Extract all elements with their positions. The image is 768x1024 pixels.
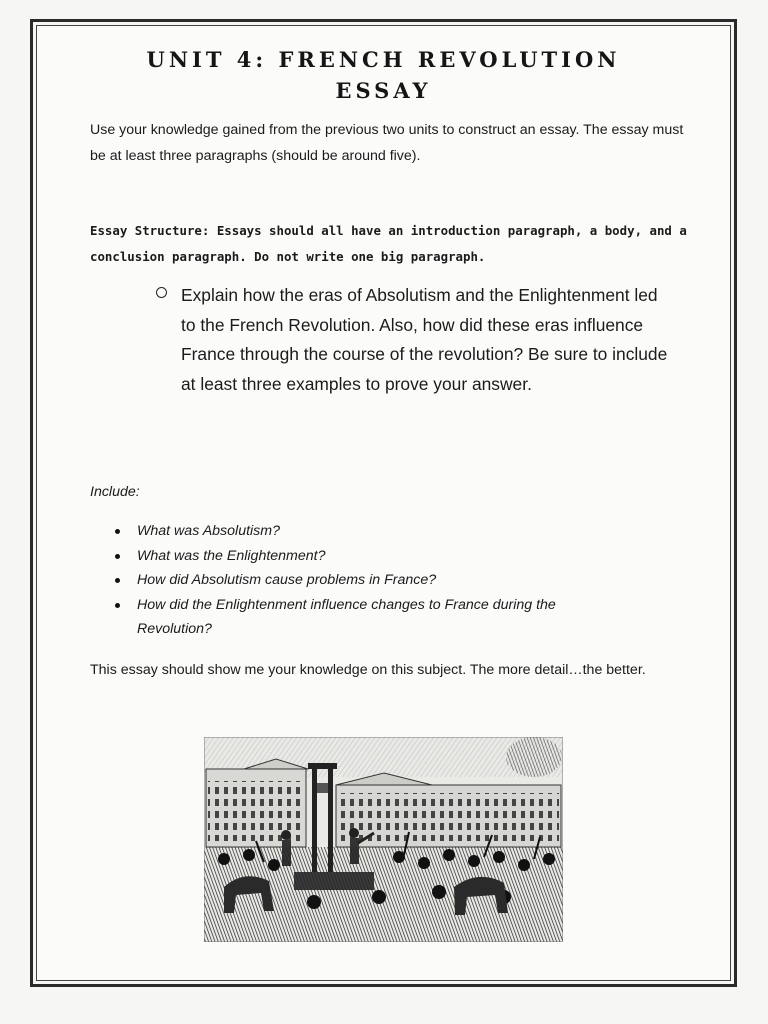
bullet-icon <box>115 578 120 583</box>
essay-prompt-text: Explain how the eras of Absolutism and the Enlightenment led to the French Revolution. Also, how did these eras influence France through the course of the revolution? Be sure to include at least three examples to prove your answer. <box>181 285 668 394</box>
list-item <box>110 568 630 593</box>
list-item <box>110 519 630 544</box>
list-item <box>110 544 630 569</box>
title-line-1: UNIT 4: FRENCH REVOLUTION <box>146 47 621 72</box>
list-item-text: What was Absolutism? <box>137 523 280 539</box>
list-item <box>110 593 630 642</box>
essay-structure-paragraph: Essay Structure: Essays should all have an introduction paragraph, a body, and a conclusion paragraph. Do not write one big paragraph. <box>90 223 687 264</box>
page-title <box>36 44 731 106</box>
include-list <box>110 519 630 642</box>
hollow-bullet-icon <box>156 287 167 298</box>
list-item-text: How did the Enlightenment influence changes to France during the Revolution? <box>137 596 556 637</box>
essay-prompt <box>156 281 676 399</box>
list-item-text: How did Absolutism cause problems in France? <box>137 572 437 588</box>
guillotine-engraving-icon <box>204 737 563 942</box>
bullet-icon <box>115 603 120 608</box>
title-line-2: ESSAY <box>335 78 432 103</box>
list-item-text: What was the Enlightenment? <box>137 547 326 564</box>
intro-paragraph: Use your knowledge gained from the previous two units to construct an essay. The essay must be at least three paragraphs (should be around five). <box>90 122 684 164</box>
bullet-icon <box>115 529 120 534</box>
closing-paragraph: This essay should show me your knowledge on this subject. The more detail…the better. <box>90 662 646 678</box>
include-label: Include: <box>90 484 140 500</box>
bullet-icon <box>115 554 120 559</box>
